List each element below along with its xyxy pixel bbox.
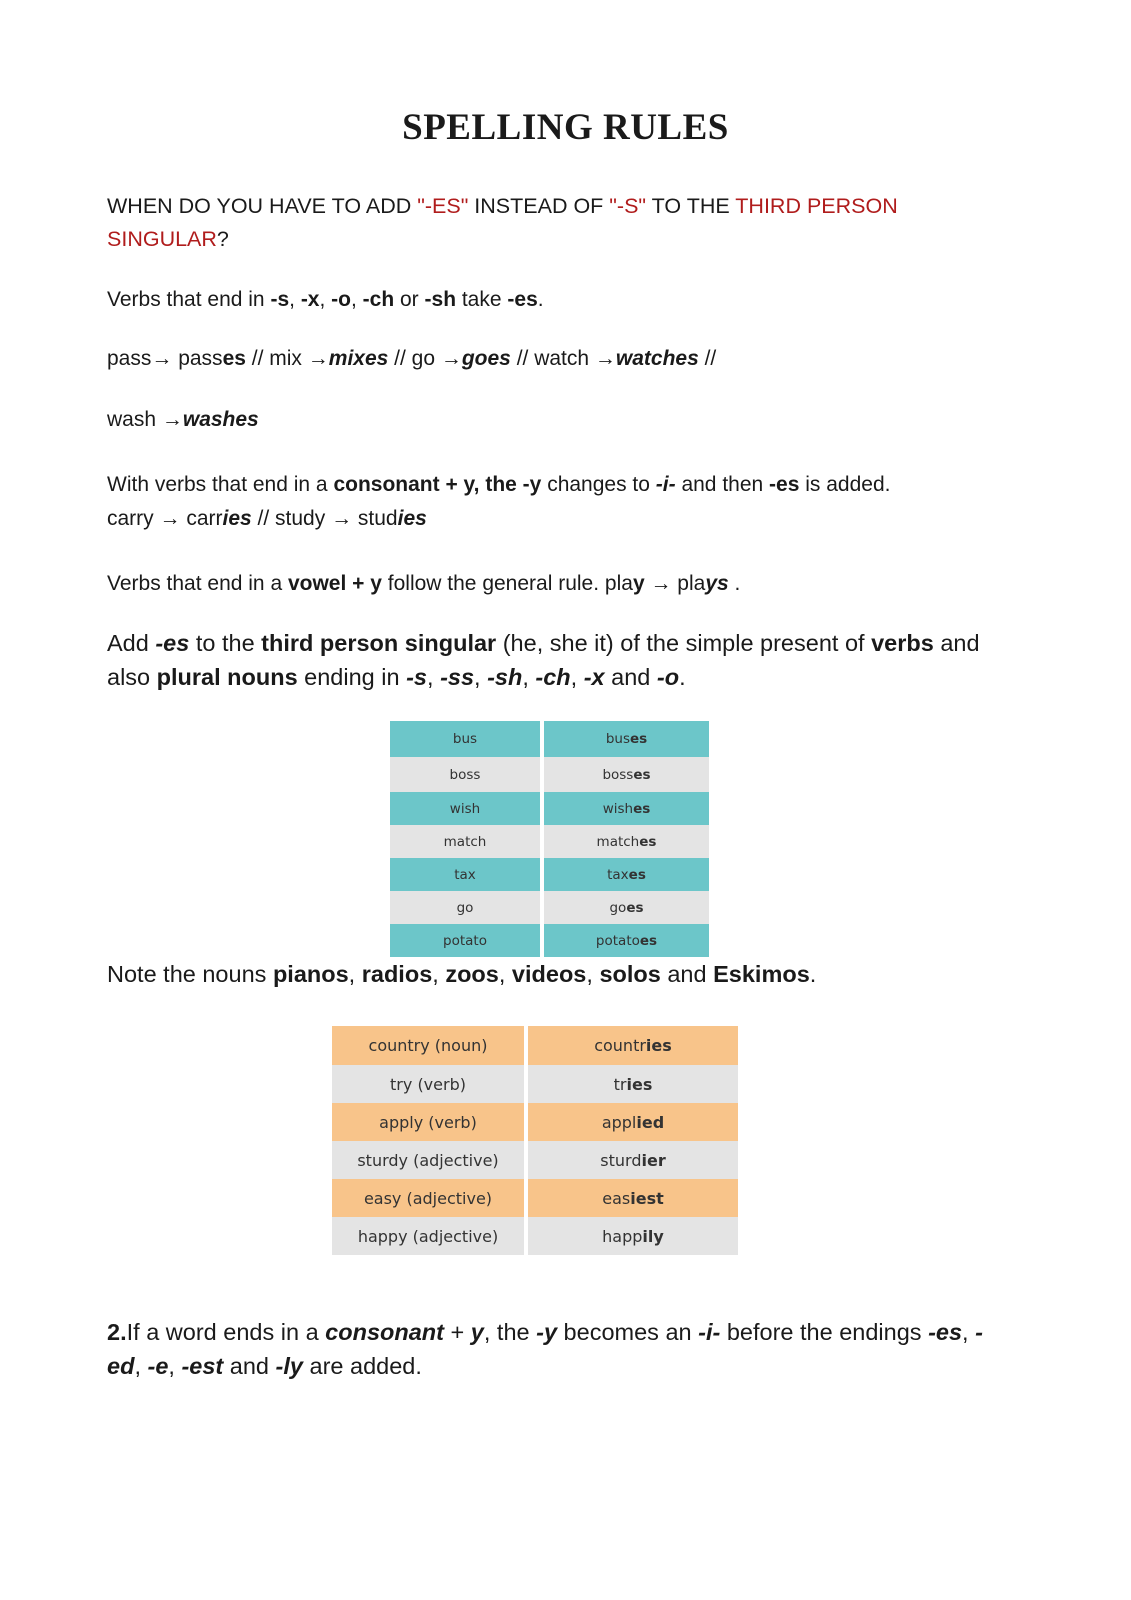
examples-es: pass→ passes // mix →mixes // go →goes // watch →watches // (107, 347, 717, 370)
plural-word: goes (544, 891, 709, 924)
rule-vowel-y: Verbs that end in a vowel + y follow the general rule. play → plays . (107, 572, 741, 595)
rule-consonant-y-endings: 2.If a word ends in a consonant + y, the -y becomes an -i- before the endings -es, -ed, -e, -est and -ly are added. (107, 1319, 983, 1379)
changed-word: sturdier (528, 1141, 738, 1179)
table-row (390, 757, 709, 792)
base-word: wish (390, 792, 540, 825)
table-row (390, 825, 709, 858)
base-word: go (390, 891, 540, 924)
plural-word: taxes (544, 858, 709, 891)
plural-word: buses (544, 721, 709, 757)
changed-word: tries (528, 1065, 738, 1103)
y-to-i-table (328, 1026, 742, 1255)
table-row (332, 1141, 738, 1179)
note-nouns: Note the nouns pianos, radios, zoos, videos, solos and Eskimos. (107, 961, 817, 987)
base-word: tax (390, 858, 540, 891)
changed-word: easiest (528, 1179, 738, 1217)
base-word: easy (adjective) (332, 1179, 524, 1217)
changed-word: applied (528, 1103, 738, 1141)
question-heading: WHEN DO YOU HAVE TO ADD "-ES" INSTEAD OF "-S" TO THE THIRD PERSON SINGULAR? (107, 194, 898, 251)
base-word: apply (verb) (332, 1103, 524, 1141)
base-word: boss (390, 757, 540, 792)
table-row (332, 1103, 738, 1141)
changed-word: happily (528, 1217, 738, 1255)
base-word: potato (390, 924, 540, 957)
table-row (390, 792, 709, 825)
table-row (332, 1179, 738, 1217)
plural-word: matches (544, 825, 709, 858)
table-row (390, 858, 709, 891)
base-word: sturdy (adjective) (332, 1141, 524, 1179)
table-row (332, 1065, 738, 1103)
table-row (390, 721, 709, 757)
plural-word: bosses (544, 757, 709, 792)
es-plural-table (386, 721, 713, 957)
examples-ies: carry → carries // study → studies (107, 507, 427, 530)
base-word: happy (adjective) (332, 1217, 524, 1255)
plural-word: wishes (544, 792, 709, 825)
plural-word: potatoes (544, 924, 709, 957)
table-row (332, 1217, 738, 1255)
table-row (390, 924, 709, 957)
rule-add-es: Add -es to the third person singular (he, she it) of the simple present of verbs and also plural nouns ending in -s, -ss, -sh, -ch, -x and -o. (107, 630, 980, 690)
rule-es-endings: Verbs that end in -s, -x, -o, -ch or -sh take -es. (107, 288, 544, 311)
example-wash: wash →washes (107, 408, 259, 431)
base-word: bus (390, 721, 540, 757)
base-word: try (verb) (332, 1065, 524, 1103)
rule-consonant-y: With verbs that end in a consonant + y, the -y changes to -i- and then -es is added. (107, 473, 891, 496)
page-title: SPELLING RULES (402, 107, 729, 148)
table-row (332, 1026, 738, 1065)
base-word: country (noun) (332, 1026, 524, 1065)
table-row (390, 891, 709, 924)
changed-word: countries (528, 1026, 738, 1065)
base-word: match (390, 825, 540, 858)
